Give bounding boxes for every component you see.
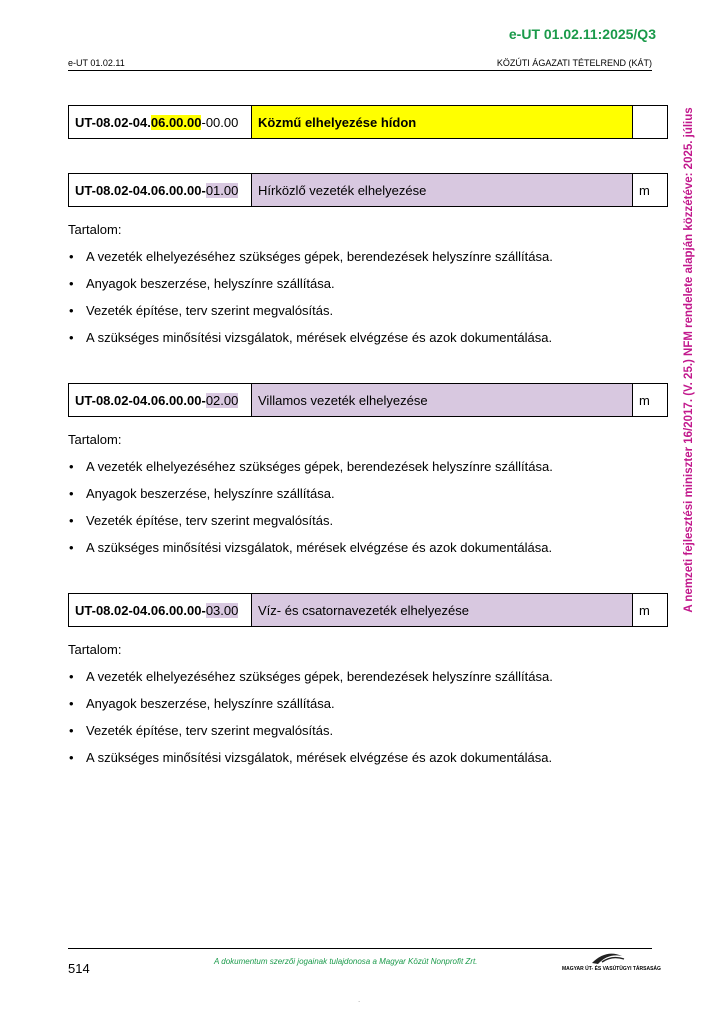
code-highlight: 06.00.00	[150, 114, 202, 130]
main-item-unit	[633, 106, 667, 138]
code-prefix: UT-08.02-04.06.00.00-	[75, 182, 206, 198]
item-title: Víz- és csatornavezeték elhelyezése	[252, 594, 633, 626]
item-row-2	[68, 383, 668, 417]
item-code	[69, 594, 252, 626]
company-logo	[562, 950, 661, 972]
list-item: • Vezeték építése, terv szerint megvalósítás.	[68, 303, 553, 330]
item-unit: m	[639, 392, 650, 408]
item-unit: m	[639, 182, 650, 198]
page-number: 514	[68, 961, 90, 976]
code-highlight: 01.00	[205, 182, 239, 198]
content-list	[68, 459, 553, 567]
list-item: • Vezeték építése, terv szerint megvalósítás.	[68, 723, 553, 750]
main-item-title: Közmű elhelyezése hídon	[252, 106, 633, 138]
list-item: • Anyagok beszerzése, helyszínre szállítása.	[68, 276, 553, 303]
list-item: • A vezeték elhelyezéséhez szükséges gépek, berendezések helyszínre szállítása.	[68, 249, 553, 276]
list-item: • A vezeték elhelyezéséhez szükséges gépek, berendezések helyszínre szállítása.	[68, 459, 553, 486]
code-prefix: UT-08.02-04.	[75, 114, 151, 130]
content-label: Tartalom:	[68, 432, 122, 447]
code-prefix: UT-08.02-04.06.00.00-	[75, 392, 206, 408]
item-code	[69, 174, 252, 206]
main-item-code	[69, 106, 252, 138]
list-item: • A szükséges minősítési vizsgálatok, mérések elvégzése és azok dokumentálása.	[68, 540, 553, 567]
item-row-3	[68, 593, 668, 627]
item-code	[69, 384, 252, 416]
footer-divider	[68, 948, 652, 949]
content-label: Tartalom:	[68, 642, 122, 657]
code-suffix: -00.00	[201, 114, 239, 130]
footer-dot: .	[358, 995, 361, 1004]
list-item: • A szükséges minősítési vizsgálatok, mérések elvégzése és azok dokumentálása.	[68, 330, 553, 357]
header-divider	[68, 70, 652, 71]
item-unit: m	[639, 602, 650, 618]
item-row-1	[68, 173, 668, 207]
content-label: Tartalom:	[68, 222, 122, 237]
logo-text: MAGYAR ÚT- ÉS VASÚTÜGYI TÁRSASÁG	[562, 966, 661, 972]
list-item: • A vezeték elhelyezéséhez szükséges gépek, berendezések helyszínre szállítása.	[68, 669, 553, 696]
list-item: • Vezeték építése, terv szerint megvalósítás.	[68, 513, 553, 540]
item-title: Hírközlő vezeték elhelyezése	[252, 174, 633, 206]
list-item: • A szükséges minősítési vizsgálatok, mérések elvégzése és azok dokumentálása.	[68, 750, 553, 777]
list-item: • Anyagok beszerzése, helyszínre szállítása.	[68, 696, 553, 723]
code-prefix: UT-08.02-04.06.00.00-	[75, 602, 206, 618]
list-item: • Anyagok beszerzése, helyszínre szállítása.	[68, 486, 553, 513]
copyright-notice: A dokumentum szerzői jogainak tulajdonosa a Magyar Közút Nonprofit Zrt.	[214, 957, 478, 966]
content-list	[68, 669, 553, 777]
code-highlight: 03.00	[205, 602, 239, 618]
content-list	[68, 249, 553, 357]
header-left-text: e-UT 01.02.11	[68, 58, 125, 68]
header-right-text: KÖZÚTI ÁGAZATI TÉTELREND (KÁT)	[496, 58, 652, 68]
main-item-row	[68, 105, 668, 139]
document-code: e-UT 01.02.11:2025/Q3	[508, 26, 656, 42]
side-note	[682, 90, 696, 630]
code-highlight: 02.00	[205, 392, 239, 408]
item-title: Villamos vezeték elhelyezése	[252, 384, 633, 416]
side-note-text: A nemzeti fejlesztési miniszter 16/2017. (V. 25.) NFM rendelete alapján közzétéve: 2025. július	[683, 107, 695, 613]
